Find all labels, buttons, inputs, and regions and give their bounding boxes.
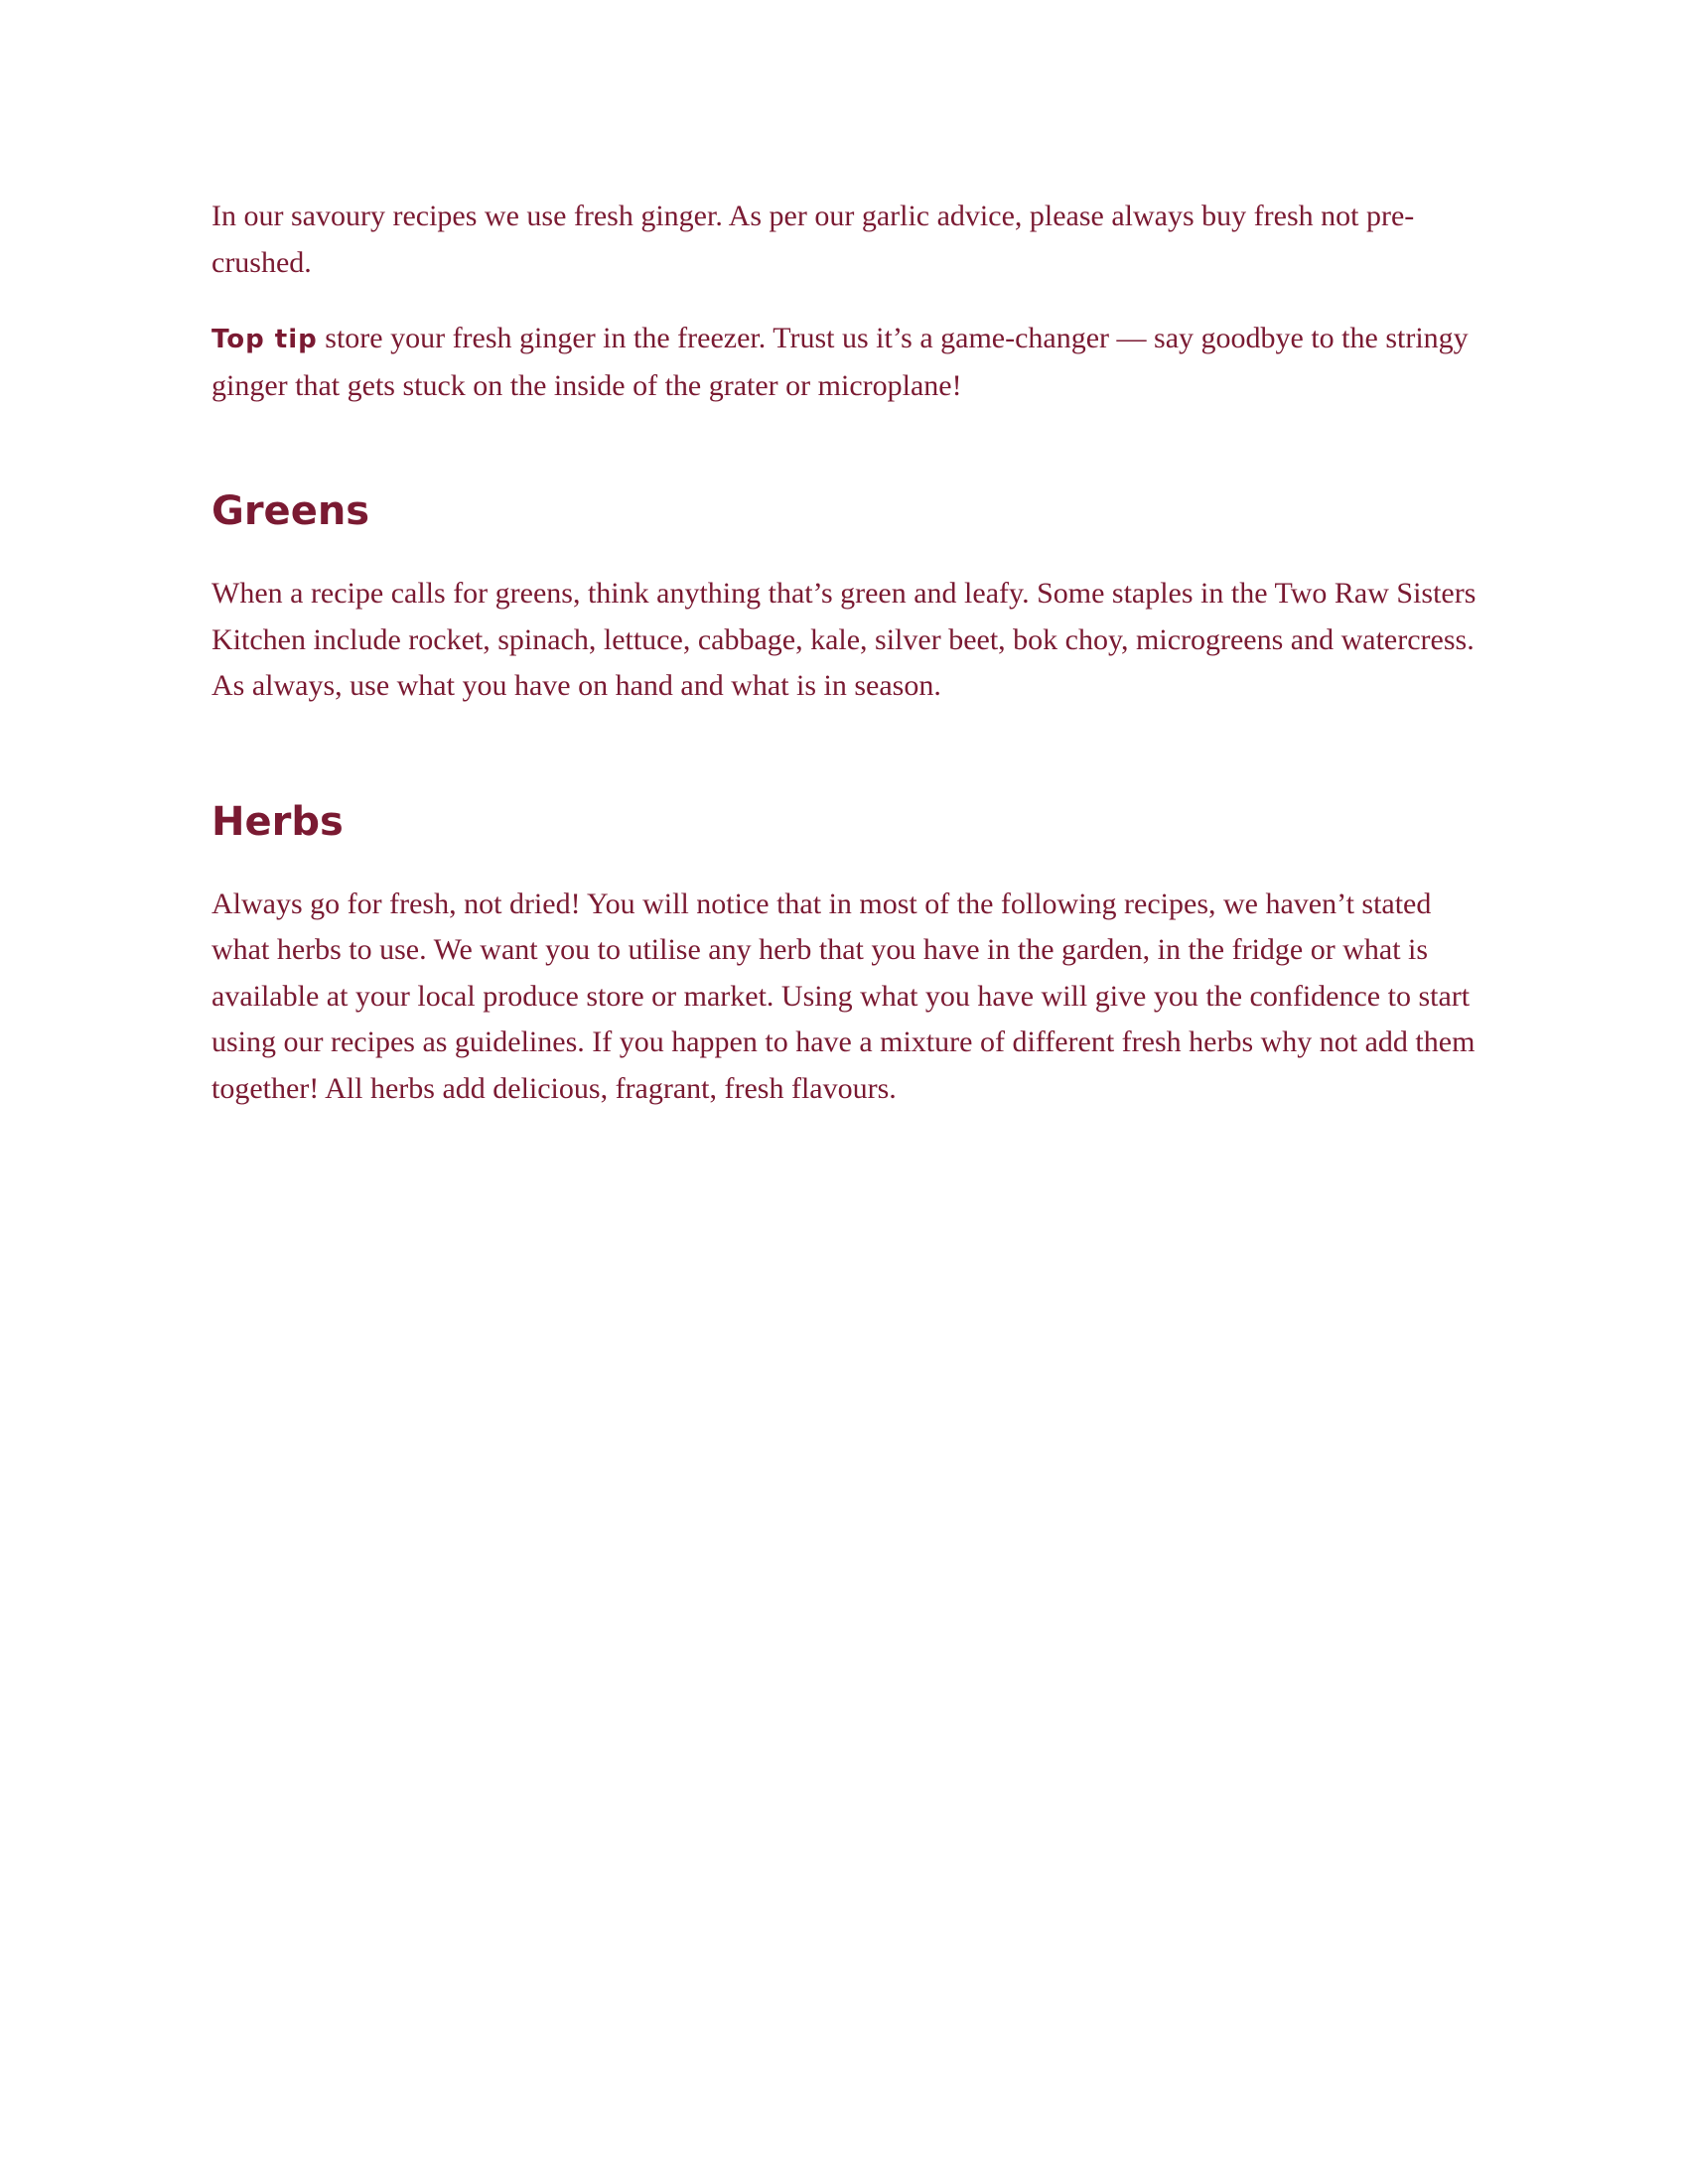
herbs-heading: Herbs — [211, 798, 344, 845]
herbs-paragraph: Always go for fresh, not dried! You will notice that in most of the following recipes, we haven’t stated what herbs to use. We want you to utilise any herb that you have in the garden, in the fridge or what is available at your local produce store or market. Using what you have will give you the confidence to start using our recipes as guidelines. If you happen to have a mixture of different fresh herbs why not add them together! All herbs add delicious, fragrant, fresh flavours. — [211, 887, 1476, 1105]
page-content — [211, 194, 1492, 1112]
top-tip-text: store your fresh ginger in the freezer. Trust us it’s a game-changer — say goodbye to the stringy ginger that gets stuck on the inside of the grater or microplane! — [211, 322, 1469, 402]
greens-heading: Greens — [211, 488, 370, 534]
ginger-intro-paragraph: In our savoury recipes we use fresh ginger. As per our garlic advice, please always buy fresh not pre-crushed. — [211, 200, 1415, 279]
top-tip-paragraph — [211, 316, 1492, 409]
top-tip-label: Top tip — [211, 325, 318, 354]
greens-paragraph: When a recipe calls for greens, think anything that’s green and leafy. Some staples in the Two Raw Sisters Kitchen include rocket, spinach, lettuce, cabbage, kale, silver beet, bok choy, microgreens and watercress. As always, use what you have on hand and what is in season. — [211, 577, 1477, 702]
